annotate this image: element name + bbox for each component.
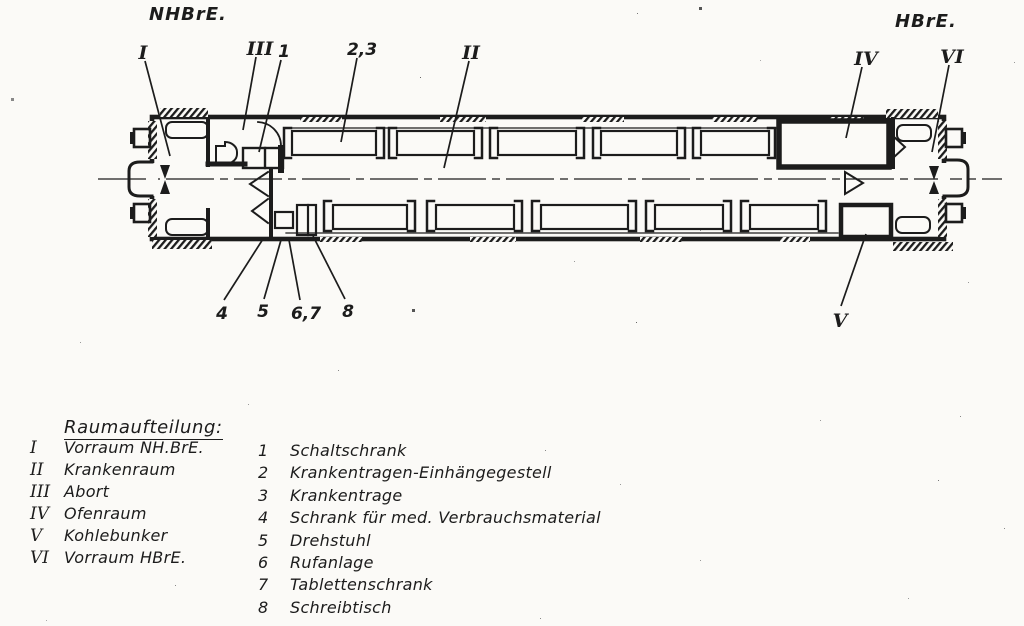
- switch-cabinet: [243, 148, 283, 168]
- legend-item-label: Schreibtisch: [290, 597, 392, 617]
- scan-noise-speckles: [0, 0, 1, 1]
- legend-room-list: [30, 438, 204, 570]
- legend-item-key: 7: [258, 575, 269, 595]
- callout-room-VI: VI: [940, 46, 964, 68]
- legend-item-key: 5: [258, 530, 269, 550]
- legend-room-row: [30, 548, 204, 570]
- toilet-bowl: [216, 142, 237, 164]
- callout-item-5: 5: [257, 302, 269, 322]
- legend-room-label: Abort: [64, 482, 110, 501]
- title-right-end: HBrE.: [895, 11, 957, 32]
- legend-item-label: Rufanlage: [290, 552, 374, 572]
- oven-room: [779, 121, 889, 167]
- legend-item-label: Krankentragen-Einhängegestell: [290, 463, 552, 483]
- legend-room-row: [30, 482, 204, 504]
- callout-room-IV: IV: [854, 48, 878, 70]
- legend-item-label: Schaltschrank: [290, 441, 407, 460]
- legend-item-list: [258, 441, 601, 620]
- legend-room-label: Ofenraum: [64, 504, 147, 523]
- legend-item-key: 3: [258, 485, 269, 505]
- legend-room-key: III: [30, 482, 51, 502]
- legend-room-row: [30, 504, 204, 526]
- stretcher-row-bottom: [324, 201, 826, 231]
- abort-room: [208, 122, 281, 170]
- legend-item-row: [258, 486, 601, 508]
- legend-item-row: [258, 508, 601, 530]
- legend-item-row: [258, 463, 601, 485]
- legend-item-row: [258, 531, 601, 553]
- legend-item-key: 6: [258, 552, 269, 572]
- legend-item-key: 2: [258, 463, 269, 483]
- legend-room-row: [30, 438, 204, 460]
- legend-item-key: 1: [258, 441, 269, 460]
- callout-room-III: III: [246, 38, 274, 60]
- legend-room-key: V: [30, 526, 43, 546]
- legend-room-key: VI: [30, 548, 49, 568]
- legend-item-key: 4: [258, 508, 269, 528]
- callout-item-67: 6,7: [290, 304, 322, 324]
- legend-room-label: Vorraum NH.BrE.: [64, 438, 204, 457]
- callout-item-1: 1: [278, 42, 290, 62]
- legend-room-label: Krankenraum: [64, 460, 176, 479]
- legend-heading: Raumaufteilung:: [64, 417, 223, 438]
- legend-item-label: Krankentrage: [290, 485, 403, 505]
- legend-item-label: Drehstuhl: [290, 530, 371, 550]
- legend-item-label: Tablettenschrank: [290, 575, 433, 595]
- legend-room-key: II: [30, 460, 44, 480]
- legend-item-row: [258, 575, 601, 597]
- writing-desk: [297, 205, 316, 235]
- legend-item-key: 8: [258, 597, 269, 617]
- callout-leader-lines: [145, 57, 949, 306]
- legend-item-row: [258, 553, 601, 575]
- legend-item-label: Schrank für med. Verbrauchsmaterial: [290, 508, 601, 528]
- stretcher-row-top: [284, 128, 775, 158]
- callout-item-4: 4: [216, 304, 228, 324]
- coal-bunker: [841, 205, 891, 237]
- stretchers-bottom: [333, 205, 818, 229]
- callout-item-8: 8: [342, 302, 354, 322]
- callout-room-II: II: [462, 42, 480, 64]
- title-left-end: NHBrE.: [149, 4, 227, 25]
- legend: [0, 408, 1024, 626]
- legend-room-row: [30, 460, 204, 482]
- callout-room-V: V: [832, 310, 848, 332]
- legend-room-label: Vorraum HBrE.: [64, 548, 187, 567]
- callout-item-23: 2,3: [346, 40, 378, 60]
- callout-room-I: I: [138, 42, 148, 64]
- legend-item-row: [258, 598, 601, 620]
- legend-item-row: [258, 441, 601, 463]
- legend-room-key: I: [30, 438, 37, 458]
- legend-room-key: IV: [30, 504, 49, 524]
- legend-room-row: [30, 526, 204, 548]
- legend-room-label: Kohlebunker: [64, 526, 168, 545]
- call-system-cabinet: [275, 212, 293, 228]
- stretchers-top: [292, 131, 769, 155]
